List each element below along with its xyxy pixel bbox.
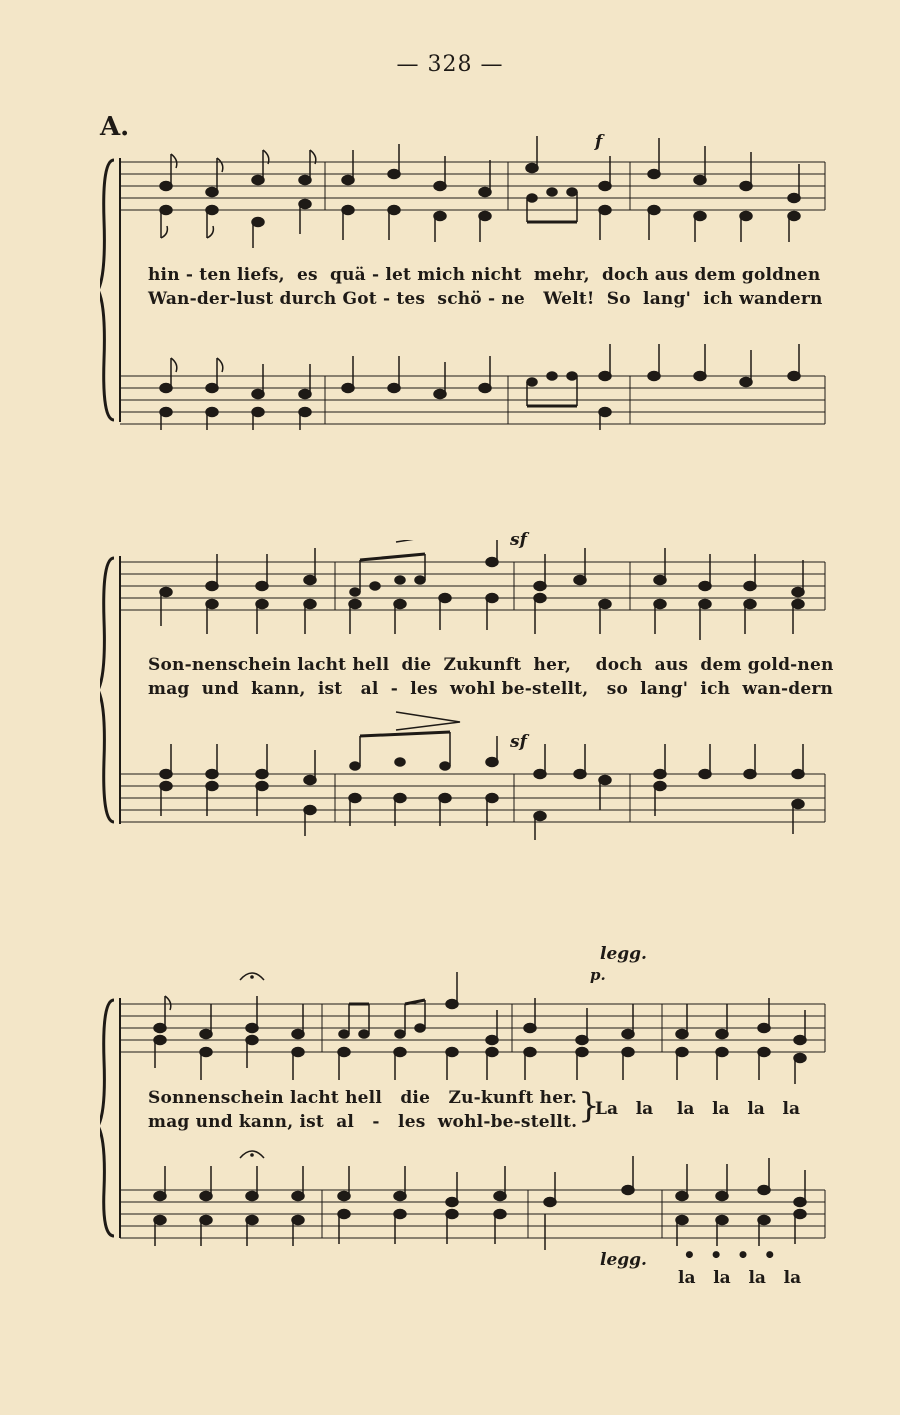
- dynamic-sforzando-upper: sf: [510, 530, 527, 550]
- dynamic-sforzando-lower: sf: [510, 732, 527, 752]
- lyrics-system-2-line-1: Son-nenschein lacht hell die Zukunft her, doch aus dem gold-nen: [148, 655, 834, 675]
- staccato-dots: ••••: [683, 1243, 791, 1267]
- lyrics-system-3-line-2: mag und kann, ist al - les wohl-be-stellt.: [148, 1112, 578, 1132]
- legg-marking-lower: legg.: [600, 1250, 647, 1270]
- dynamic-piano: p.: [590, 966, 606, 984]
- lyrics-system-1-line-1: hin - ten liefs, es quä - let mich nicht mehr, doch aus dem goldnen: [148, 265, 821, 285]
- lyrics-system-2-line-2: mag und kann, ist al - les wohl be-stellt, so lang' ich wan-dern: [148, 679, 834, 699]
- la-syllables-upper: La la la la la la: [595, 1099, 801, 1119]
- section-mark: A.: [100, 112, 130, 142]
- page-number: — 328 —: [396, 52, 504, 77]
- lyrics-system-1-line-2: Wan-der-lust durch Got - tes schö - ne Welt! So lang' ich wandern: [148, 289, 823, 309]
- legg-marking-upper: legg.: [600, 944, 647, 964]
- dynamic-forte: f: [595, 132, 603, 152]
- lyrics-brace: }: [578, 1086, 600, 1126]
- la-syllables-lower: la la la la: [678, 1268, 802, 1288]
- lyrics-system-3-line-1: Sonnenschein lacht hell die Zu-kunft her.: [148, 1088, 577, 1108]
